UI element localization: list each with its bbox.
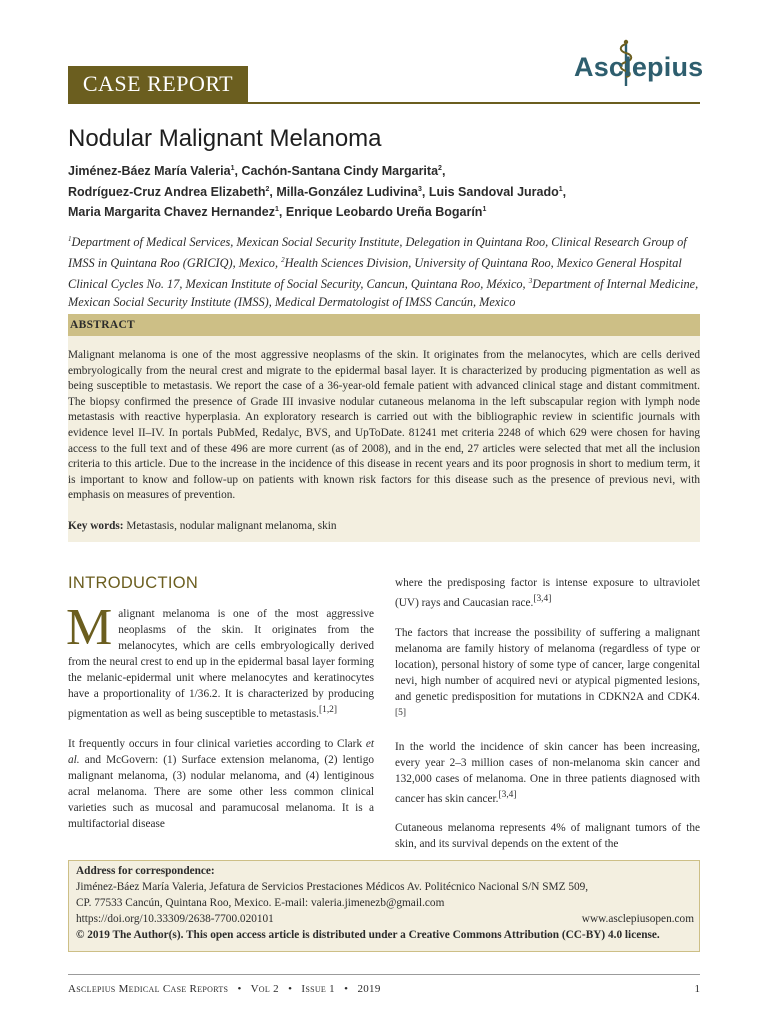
- paragraph: [66, 599, 374, 722]
- website-text[interactable]: www.asclepiusopen.com: [581, 913, 694, 925]
- license-statement: © 2019 The Author(s). This open access article is distributed under a Creative Commons Attribution (CC-BY) 4.0 license.: [76, 929, 660, 941]
- issue: Issue 1: [301, 983, 335, 995]
- author-sep: ,: [234, 164, 242, 179]
- author-sup: 1: [230, 165, 235, 172]
- correspondence-title: Address for correspondence:: [76, 865, 215, 877]
- abstract-text: Malignant melanoma is one of the most aggressive neoplasms of the skin. It originates from the melanocytes, which are cells derived embryologically from the neural crest and migrate to the epidermal basal layer. It is characterized by producing pigmentation as well as being susceptible to metastasis. We report the case of a 36-year-old female patient with advanced clinical stage and distant commitment. The biopsy confirmed the presence of Grade III invasive nodular cutaneous melanoma in the left subscapular region with lymph node metastasis with reactive hyperplasia. An exploratory research is carried out with the bibliographic review in scientific journals with evidence level II–IV. In portals PubMed, Redalyc, BVS, and UpToDate. 81241 met criteria 2248 of which 629 were chosen for having access to the full text and of these 496 are more current (as of 2008), and in the end, 27 articles were selected that met all the inclusion criteria to this article. Due to the increase in the incidence of this disease in recent years and its poor prognosis in short to medium term, it is important to know and follow-up on patients with known risk factors for this disease such as the presence of previous nevi, with emphasis on measures of prevention.: [68, 349, 700, 502]
- author-sup: 3: [418, 185, 422, 193]
- author-sep: ,: [441, 164, 446, 179]
- paragraph-text: and McGovern: (1) Surface extension melanoma, (2) lentigo malignant melanoma, (3) nodular melanoma, and (4) lentiginous acral melanoma. There are some other less common clinical varieties such as mucosal and paramucosal melanoma. It is a multifactorial disease: [68, 753, 374, 830]
- author-list: [68, 160, 708, 222]
- body-column-left: [66, 599, 374, 846]
- author-name: Rodríguez-Cruz Andrea Elizabeth: [68, 184, 266, 199]
- paragraph-text: Cutaneous melanoma represents 4% of malignant tumors of the skin, and its survival depends on the extent of the: [395, 822, 700, 851]
- asclepius-logo[interactable]: [574, 40, 704, 86]
- correspondence-address: Jiménez-Báez María Valeria, Jefatura de Servicios Prestaciones Médicos Av. Politécnico Nacional S/N SMZ 509,: [76, 881, 589, 893]
- author-name: Maria Margarita Chavez Hernandez: [68, 205, 276, 220]
- citation[interactable]: [3,4]: [533, 594, 552, 604]
- keywords-label: Key words:: [68, 520, 124, 532]
- author-sup: 1: [558, 185, 563, 193]
- year: 2019: [357, 983, 381, 995]
- affil-sup: 1: [68, 235, 72, 243]
- case-report-label: CASE REPORT: [68, 66, 248, 102]
- website-link: [76, 912, 694, 927]
- footer-divider: [68, 974, 700, 975]
- affiliation-2: Health Sciences Division, University of Quintana Roo, Mexico General Hospital Clinical Cycles No. 17, Mexican Institute of Social Security, Cancun, Quintana Roo, México,: [68, 255, 682, 291]
- footer-bullet: •: [288, 983, 293, 995]
- paragraph: [395, 625, 700, 725]
- citation[interactable]: [3,4]: [498, 789, 517, 800]
- author-sup: 2: [438, 165, 442, 172]
- paragraph-text: It frequently occurs in four clinical varieties according to Clark: [68, 737, 366, 750]
- citation[interactable]: [1,2]: [319, 705, 338, 715]
- author-sup: 1: [482, 206, 487, 214]
- author-sep: ,: [421, 184, 429, 199]
- paragraph-text: The factors that increase the possibility of suffering a malignant melanoma are family history of melanoma (regardless of type or location), personal history of some type of cancer, large congenital nevi, high number of acquired nevi or atypical pigmented lesions, and genetic predisposition for mutations in CDKN2A and CDK4.: [395, 626, 700, 703]
- affil-sup: 3: [528, 276, 533, 285]
- author-name: Luis Sandoval Jurado: [428, 184, 559, 199]
- volume: Vol 2: [250, 983, 279, 995]
- introduction-heading: INTRODUCTION: [68, 574, 199, 592]
- doi-link[interactable]: https://doi.org/10.33309/2638-7700.020101: [76, 913, 274, 925]
- author-sep: ,: [278, 205, 286, 220]
- affiliations: [68, 231, 703, 311]
- paragraph-text: In the world the incidence of skin cancer has been increasing, every year 2–3 million cases of non-melanoma skin cancer and 132,000 cases of melanoma. One in three patients diagnosed with cancer has skin cancer.: [395, 740, 700, 805]
- abstract-header: [68, 314, 700, 336]
- author-sup: 2: [265, 185, 270, 193]
- author-sup: 1: [275, 206, 279, 214]
- paragraph: [68, 736, 374, 832]
- keywords: [68, 519, 700, 534]
- journal-name: Asclepius Medical Case Reports: [68, 983, 229, 995]
- page-number: 1: [694, 983, 700, 995]
- affiliation-3: Department of Internal Medicine, Mexican Social Security Institute (IMSS), Medical Dermatologist of IMSS Cancún, Mexico: [68, 276, 699, 309]
- correspondence-email[interactable]: CP. 77533 Cancún, Quintana Roo, Mexico. E-mail: valeria.jimenezb@gmail.com: [76, 897, 445, 909]
- et-al: et al.: [68, 737, 374, 766]
- footer-bullet: •: [344, 983, 349, 995]
- drop-cap: M: [66, 599, 113, 656]
- affiliation-1: Department of Medical Services, Mexican Social Security Institute, Delegation in Quintana Roo, Clinical Research Group of IMSS in Quintana Roo (GRICIQ), Mexico,: [68, 235, 687, 270]
- footer-journal-info: [68, 982, 700, 996]
- body-column-right: [395, 575, 700, 866]
- author-sep: ,: [562, 184, 567, 199]
- logo-text: Asclepius: [574, 52, 704, 82]
- author-name: Enrique Leobardo Ureña Bogarín: [285, 205, 483, 220]
- paragraph-text: alignant melanoma is one of the most aggressive neoplasms of the skin. It originates from the melanocytes, which are cells embryologically derived from the neural crest to end up in the epidermal basal layer forming the melanic-epidermal unit where melanocytes and keratinocytes have a proportionality of 1/36.2. It is characterized by producing pigmentation as well as being susceptible to metastasis.: [68, 608, 374, 720]
- footer-bullet: •: [237, 983, 242, 995]
- keywords-list: Metastasis, nodular malignant melanoma, skin: [123, 520, 337, 532]
- author-name: Jiménez-Báez María Valeria: [68, 164, 231, 179]
- abstract-heading: ABSTRACT: [70, 319, 136, 331]
- affil-sup: 2: [281, 255, 285, 264]
- author-name: Cachón-Santana Cindy Margarita: [241, 164, 439, 179]
- paragraph: [395, 575, 700, 611]
- article-title: Nodular Malignant Melanoma: [68, 125, 382, 152]
- paragraph-text: where the predisposing factor is intense exposure to ultraviolet (UV) rays and Caucasian race.: [395, 577, 700, 609]
- author-sep: ,: [269, 184, 277, 199]
- paragraph: [395, 820, 700, 852]
- citation[interactable]: [5]: [395, 707, 406, 718]
- author-name: Milla-González Ludivina: [276, 184, 419, 199]
- paragraph: [395, 739, 700, 807]
